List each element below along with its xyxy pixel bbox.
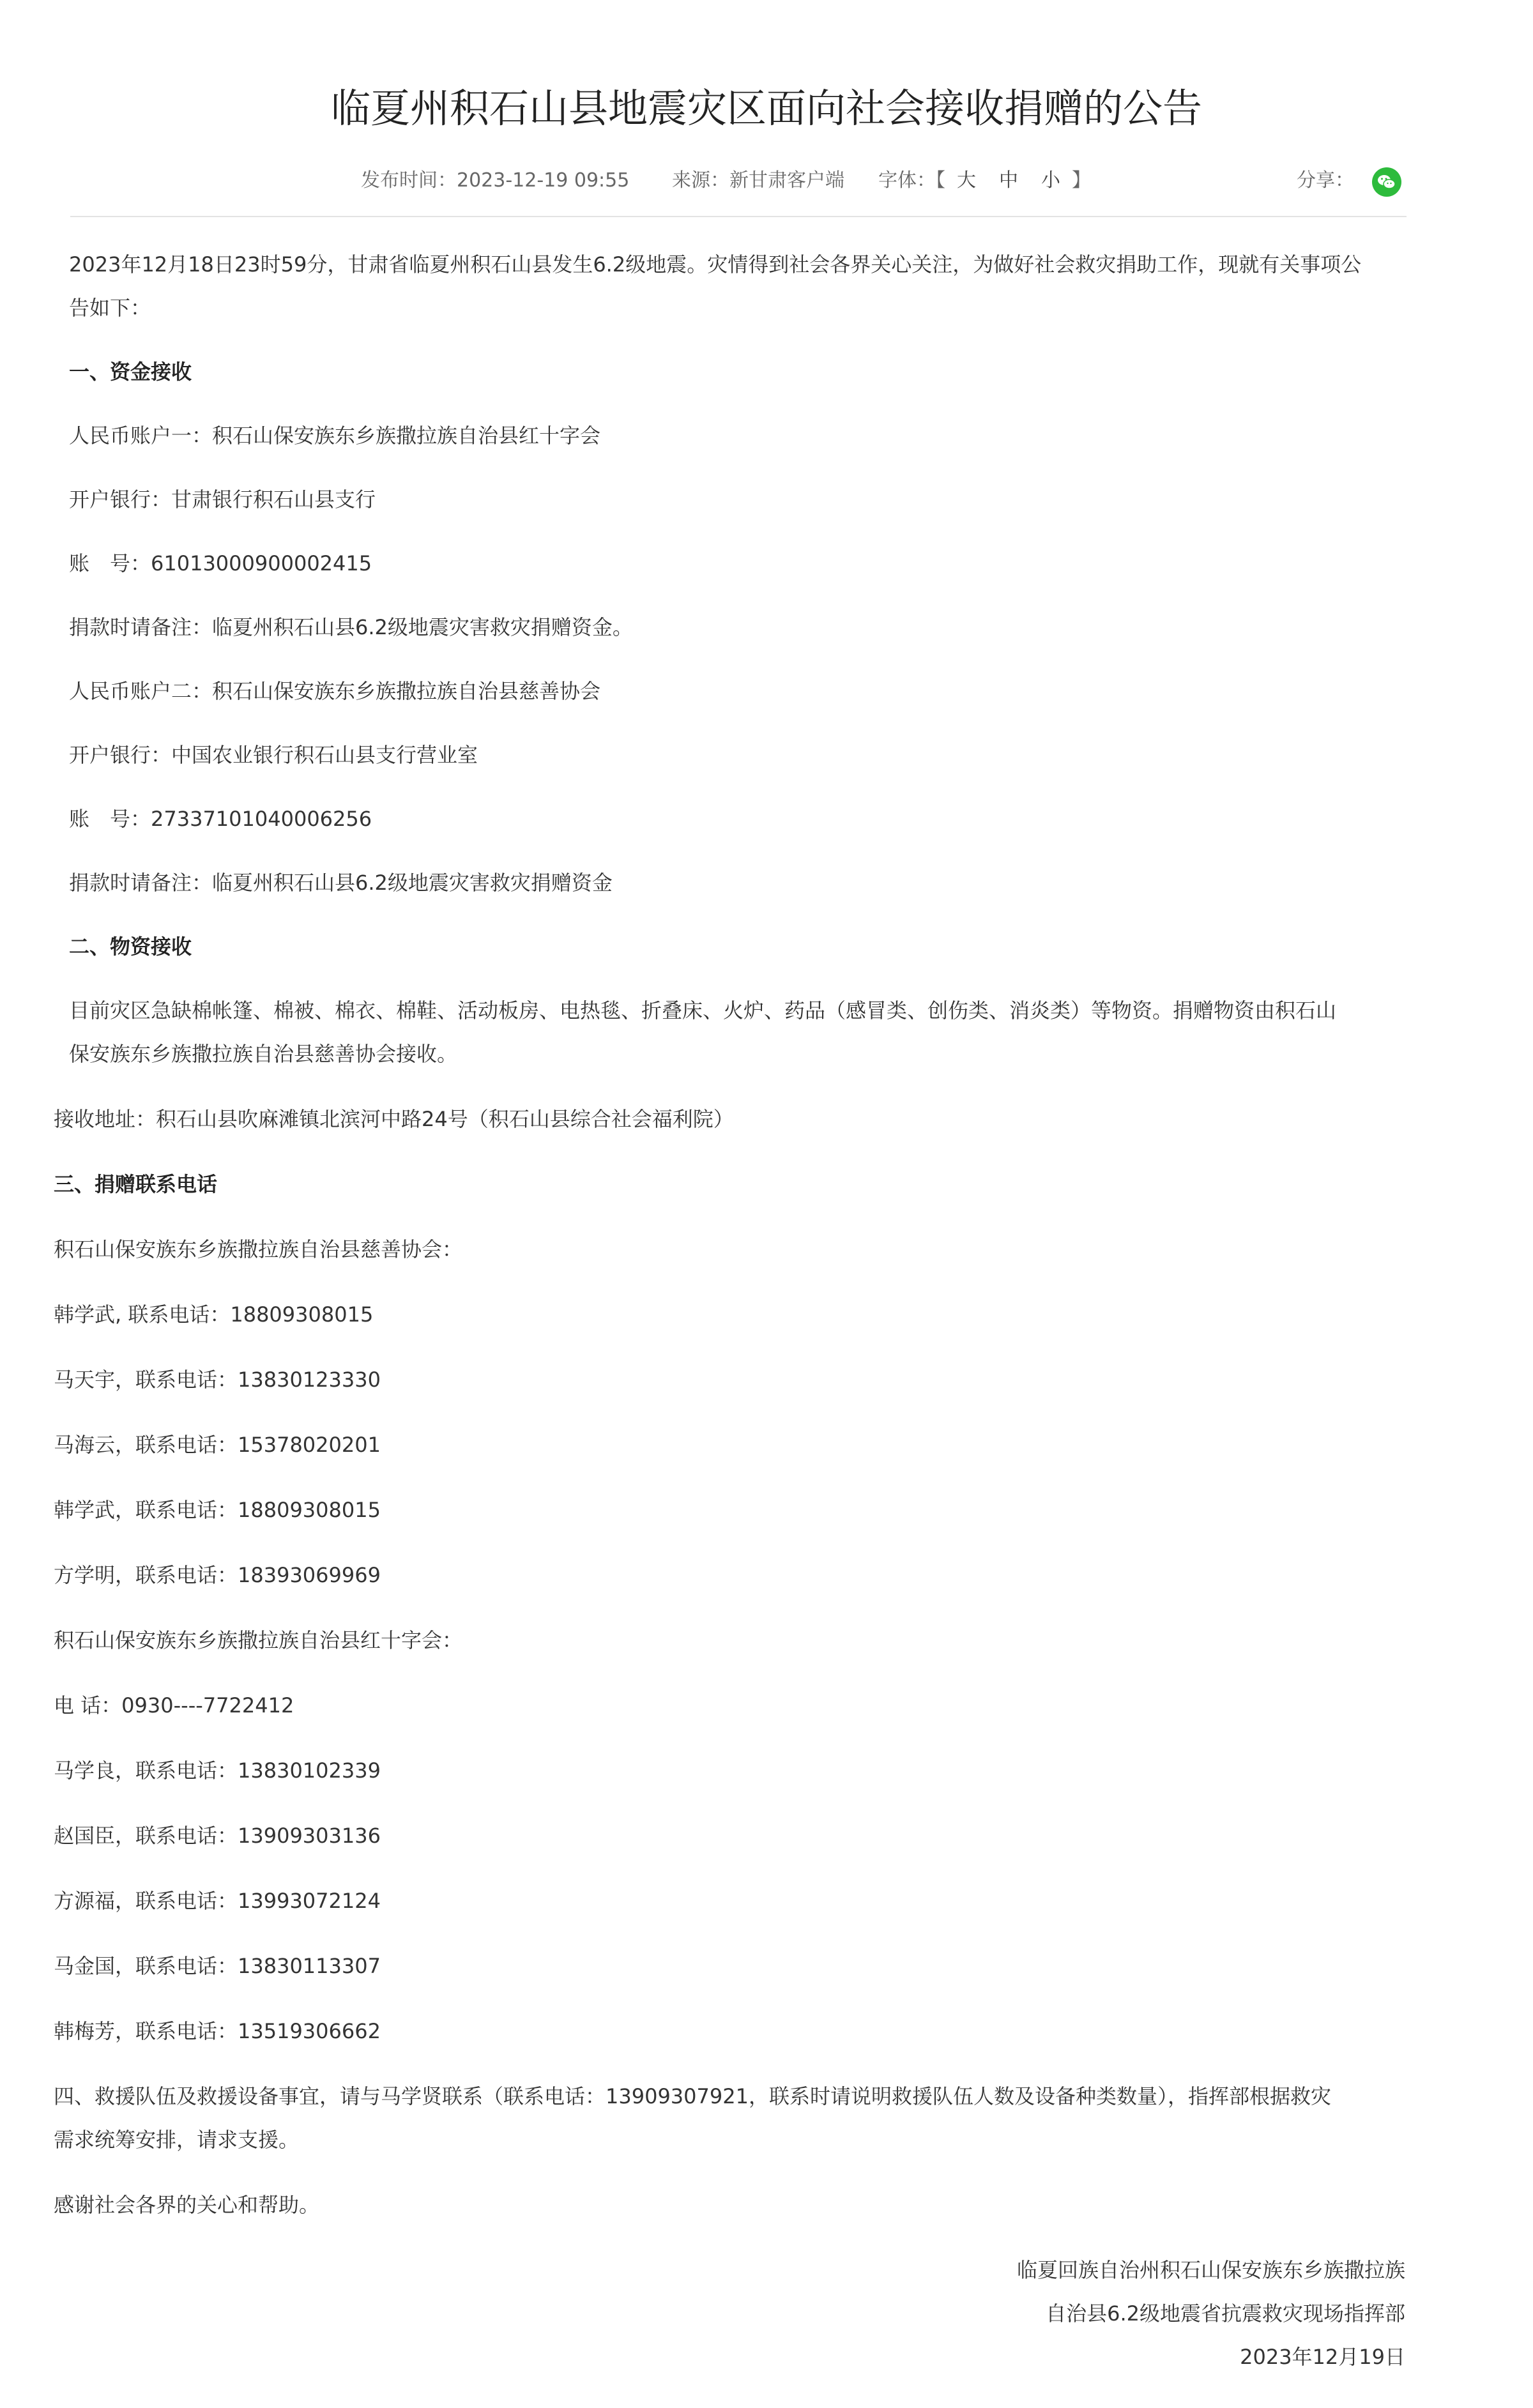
receiving-address: 接收地址：积石山县吹麻滩镇北滨河中路24号（积石山县综合社会福利院） — [54, 1107, 734, 1131]
font-size-small-button[interactable]: 小 — [1041, 169, 1060, 192]
thanks-text: 感谢社会各界的关心和帮助。 — [54, 2193, 320, 2217]
section3-heading: 三、捐赠联系电话 — [54, 1172, 218, 1196]
bracket-close: 】 — [1072, 169, 1091, 192]
intro-paragraph-line2: 告如下： — [69, 296, 151, 320]
publish-time-value: 2023-12-19 09:55 — [457, 169, 630, 192]
contact-item: 方源福，联系电话：13993072124 — [54, 1889, 381, 1913]
intro-paragraph-line1: 2023年12月18日23时59分，甘肃省临夏州积石山县发生6.2级地震。灾情得到社会各界关心关注，为做好社会救灾捐助工作，现就有关事项公 — [69, 252, 1362, 277]
signature-date: 2023年12月19日 — [1240, 2345, 1405, 2369]
account2-name: 人民币账户二：积石山保安族东乡族撒拉族自治县慈善协会 — [69, 679, 601, 703]
contact-item: 马金国，联系电话：13830113307 — [54, 1954, 381, 1978]
contact-item: 韩学武, 联系电话：18809308015 — [54, 1302, 374, 1327]
bracket-open: 【 — [936, 169, 945, 192]
font-size-large-button[interactable]: 大 — [957, 169, 976, 192]
font-size-control — [878, 165, 1091, 197]
header-divider — [70, 216, 1407, 217]
font-size-medium-button[interactable]: 中 — [999, 169, 1018, 192]
section4-paragraph-line1: 四、救援队伍及救援设备事宜，请与马学贤联系（联系电话：13909307921，联系时请说明救援队伍人数及设备种类数量），指挥部根据救灾 — [54, 2084, 1331, 2108]
red-cross-phone: 电 话：0930----7722412 — [54, 1693, 294, 1718]
section1-heading: 一、资金接收 — [69, 360, 192, 384]
contact-item: 马学良，联系电话：13830102339 — [54, 1758, 381, 1783]
contact-item: 韩学武，联系电话：18809308015 — [54, 1498, 381, 1522]
publish-time — [361, 165, 629, 197]
account1-note: 捐款时请备注：临夏州积石山县6.2级地震灾害救灾捐赠资金。 — [69, 615, 633, 639]
wechat-icon[interactable] — [1372, 167, 1401, 197]
account2-note: 捐款时请备注：临夏州积石山县6.2级地震灾害救灾捐赠资金 — [69, 871, 613, 895]
font-size-label: 字体： — [878, 169, 936, 192]
account2-number: 账 号：27337101040006256 — [69, 807, 372, 831]
section2-paragraph-line1: 目前灾区急缺棉帐篷、棉被、棉衣、棉鞋、活动板房、电热毯、折叠床、火炉、药品（感冒类、创伤类、消炎类）等物资。捐赠物资由积石山 — [69, 998, 1337, 1023]
charity-org-label: 积石山保安族东乡族撒拉族自治县慈善协会： — [54, 1237, 463, 1261]
signature-line2: 自治县6.2级地震省抗震救灾现场指挥部 — [1046, 2301, 1405, 2326]
share-label: 分享： — [1297, 169, 1354, 192]
account1-number: 账 号：61013000900002415 — [69, 551, 372, 575]
contact-item: 马海云，联系电话：15378020201 — [54, 1433, 381, 1457]
account1-name: 人民币账户一：积石山保安族东乡族撒拉族自治县红十字会 — [69, 423, 601, 448]
publish-time-label: 发布时间： — [361, 169, 457, 192]
article-title: 临夏州积石山县地震灾区面向社会接收捐赠的公告 — [330, 85, 1202, 132]
red-cross-org-label: 积石山保安族东乡族撒拉族自治县红十字会： — [54, 1628, 463, 1652]
source-value: 新甘肃客户端 — [729, 169, 844, 192]
source-label: 来源： — [672, 169, 729, 192]
article-source — [672, 165, 844, 197]
section4-paragraph-line2: 需求统筹安排，请求支援。 — [54, 2128, 300, 2152]
section2-heading: 二、物资接收 — [69, 934, 192, 959]
contact-item: 方学明，联系电话：18393069969 — [54, 1563, 381, 1587]
section2-paragraph-line2: 保安族东乡族撒拉族自治县慈善协会接收。 — [69, 1042, 458, 1066]
account1-bank: 开户银行：甘肃银行积石山县支行 — [69, 487, 376, 512]
signature-line1: 临夏回族自治州积石山保安族东乡族撒拉族 — [1016, 2258, 1405, 2282]
contact-item: 韩梅芳，联系电话：13519306662 — [54, 2019, 381, 2043]
contact-item: 赵国臣，联系电话：13909303136 — [54, 1824, 381, 1848]
contact-item: 马天宇，联系电话：13830123330 — [54, 1368, 381, 1392]
account2-bank: 开户银行：中国农业银行积石山县支行营业室 — [69, 743, 478, 767]
